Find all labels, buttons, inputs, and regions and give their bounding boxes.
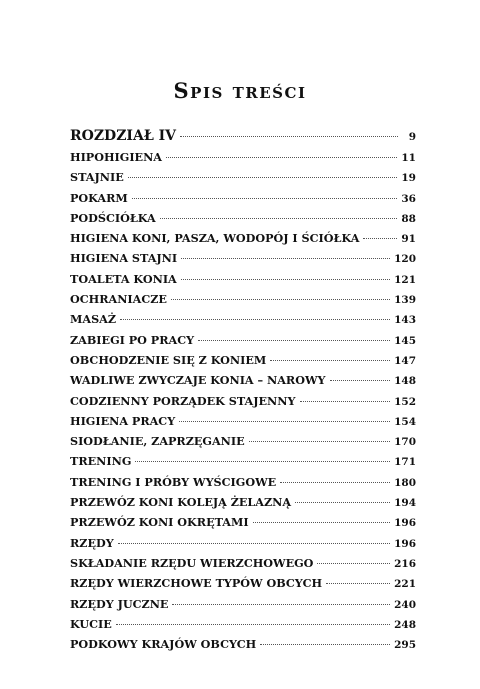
toc-entry-page: 171 <box>394 456 416 469</box>
toc-entry-page: 295 <box>394 639 416 652</box>
dot-leader <box>181 279 390 280</box>
toc-entry-page: 143 <box>394 314 416 327</box>
toc-entry-page: 147 <box>394 354 416 367</box>
toc-entry-page: 11 <box>401 152 416 164</box>
toc-entry-page: 19 <box>401 172 416 185</box>
toc-entry <box>70 573 416 593</box>
toc-entry <box>70 370 416 390</box>
dot-leader <box>116 624 390 625</box>
toc-entry-label: PRZEWÓZ KONI KOLEJĄ ŻELAZNĄ <box>70 495 292 510</box>
dot-leader <box>253 522 390 523</box>
dot-leader <box>326 583 390 584</box>
toc-entry <box>70 512 416 532</box>
toc-entry-page: 216 <box>394 557 416 570</box>
toc-entry-page: 36 <box>401 192 416 205</box>
dot-leader <box>249 441 390 442</box>
toc-entry <box>70 188 416 208</box>
toc-entry <box>70 431 416 451</box>
toc-entry-label: PODKOWY KRAJÓW OBCYCH <box>70 637 257 652</box>
dot-leader <box>118 543 390 544</box>
toc-entry-label: PRZEWÓZ KONI OKRĘTAMI <box>70 515 249 530</box>
toc-entry-page: 139 <box>394 294 416 307</box>
toc-entry-page: 120 <box>394 253 416 266</box>
toc-entry <box>70 553 416 573</box>
toc-entry-label: OBCHODZENIE SIĘ Z KONIEM <box>70 352 267 367</box>
toc-entry-page: 180 <box>394 476 416 489</box>
dot-leader <box>363 238 397 239</box>
toc-entry-page: 121 <box>394 273 416 286</box>
toc-entry <box>70 208 416 228</box>
toc-entry-label: HIGIENA STAJNI <box>70 251 178 266</box>
toc-entry-label: PODŚCIÓŁKA <box>70 210 156 225</box>
dot-leader <box>300 401 391 402</box>
toc-entry <box>70 228 416 248</box>
toc-entry-label: ZABIEGI PO PRACY <box>70 332 195 347</box>
toc-entry-label: TRENING <box>70 454 132 469</box>
dot-leader <box>295 502 390 503</box>
toc-entry <box>70 330 416 350</box>
dot-leader <box>180 136 398 137</box>
toc-entry-page: 221 <box>394 578 416 591</box>
toc-entry <box>70 269 416 289</box>
toc-entry-label: TOALETA KONIA <box>70 271 177 286</box>
toc-entry-label: TRENING I PRÓBY WYŚCIGOWE <box>70 474 277 489</box>
toc-entry <box>70 533 416 553</box>
toc-entry <box>70 167 416 187</box>
toc-entry-label: RZĘDY WIERZCHOWE TYPÓW OBCYCH <box>70 576 323 591</box>
toc-entry-label: CODZIENNY PORZĄDEK STAJENNY <box>70 393 296 408</box>
dot-leader <box>280 482 390 483</box>
dot-leader <box>317 563 390 564</box>
toc-entry <box>70 248 416 268</box>
toc-entry <box>70 309 416 329</box>
toc-entry-label: KUCIE <box>70 616 112 631</box>
toc-entry <box>70 289 416 309</box>
toc-entry <box>70 492 416 512</box>
toc-entry-page: 148 <box>394 375 416 388</box>
table-of-contents <box>70 125 416 654</box>
toc-entry-label: SKŁADANIE RZĘDU WIERZCHOWEGO <box>70 555 314 570</box>
toc-entry-label: HIGIENA PRACY <box>70 413 176 428</box>
toc-entry-label: STAJNIE <box>70 170 124 185</box>
dot-leader <box>198 340 390 341</box>
toc-entry-page: 154 <box>394 415 416 428</box>
toc-entry <box>70 594 416 614</box>
toc-entry <box>70 350 416 370</box>
toc-entry-label: ROZDZIAŁ IV <box>70 128 177 144</box>
dot-leader <box>260 644 390 645</box>
toc-entry-page: 91 <box>401 233 416 246</box>
dot-leader <box>172 604 390 605</box>
toc-entry-page: 248 <box>394 618 416 631</box>
toc-entry-page: 152 <box>394 395 416 408</box>
toc-entry-label: MASAŻ <box>70 312 116 327</box>
dot-leader <box>132 198 398 199</box>
toc-entry-label: OCHRANIACZE <box>70 292 167 307</box>
toc-entry-label: POKARM <box>70 190 128 205</box>
dot-leader <box>270 360 390 361</box>
toc-entry-page: 196 <box>394 537 416 550</box>
toc-entry-page: 145 <box>394 334 416 347</box>
toc-entry <box>70 472 416 492</box>
toc-entry-label: HIGIENA KONI, PASZA, WODOPÓJ I ŚCIÓŁKA <box>70 231 360 246</box>
toc-entry-label: RZĘDY <box>70 535 114 550</box>
dot-leader <box>181 258 390 259</box>
dot-leader <box>128 177 398 178</box>
toc-entry-label: SIODŁANIE, ZAPRZĘGANIE <box>70 434 245 449</box>
toc-entry <box>70 411 416 431</box>
dot-leader <box>120 319 390 320</box>
toc-entry <box>70 451 416 471</box>
dot-leader <box>330 380 391 381</box>
toc-entry <box>70 147 416 167</box>
dot-leader <box>179 421 390 422</box>
toc-entry <box>70 614 416 634</box>
toc-entry-page: 88 <box>401 212 416 225</box>
toc-entry-label: HIPOHIGIENA <box>70 150 162 164</box>
dot-leader <box>160 218 398 219</box>
dot-leader <box>135 461 390 462</box>
toc-entry-page: 240 <box>394 598 416 611</box>
dot-leader <box>171 299 390 300</box>
toc-entry <box>70 391 416 411</box>
toc-entry <box>70 125 416 147</box>
toc-entry-page: 170 <box>394 436 416 449</box>
toc-entry-label: RZĘDY JUCZNE <box>70 596 169 611</box>
page-title: Spis treści <box>173 78 307 103</box>
toc-entry-label: WADLIWE ZWYCZAJE KONIA – NAROWY <box>70 373 326 388</box>
toc-entry-page: 196 <box>394 517 416 530</box>
toc-entry <box>70 634 416 654</box>
dot-leader <box>166 157 397 158</box>
toc-entry-page: 9 <box>408 131 416 143</box>
toc-entry-page: 194 <box>394 497 416 510</box>
